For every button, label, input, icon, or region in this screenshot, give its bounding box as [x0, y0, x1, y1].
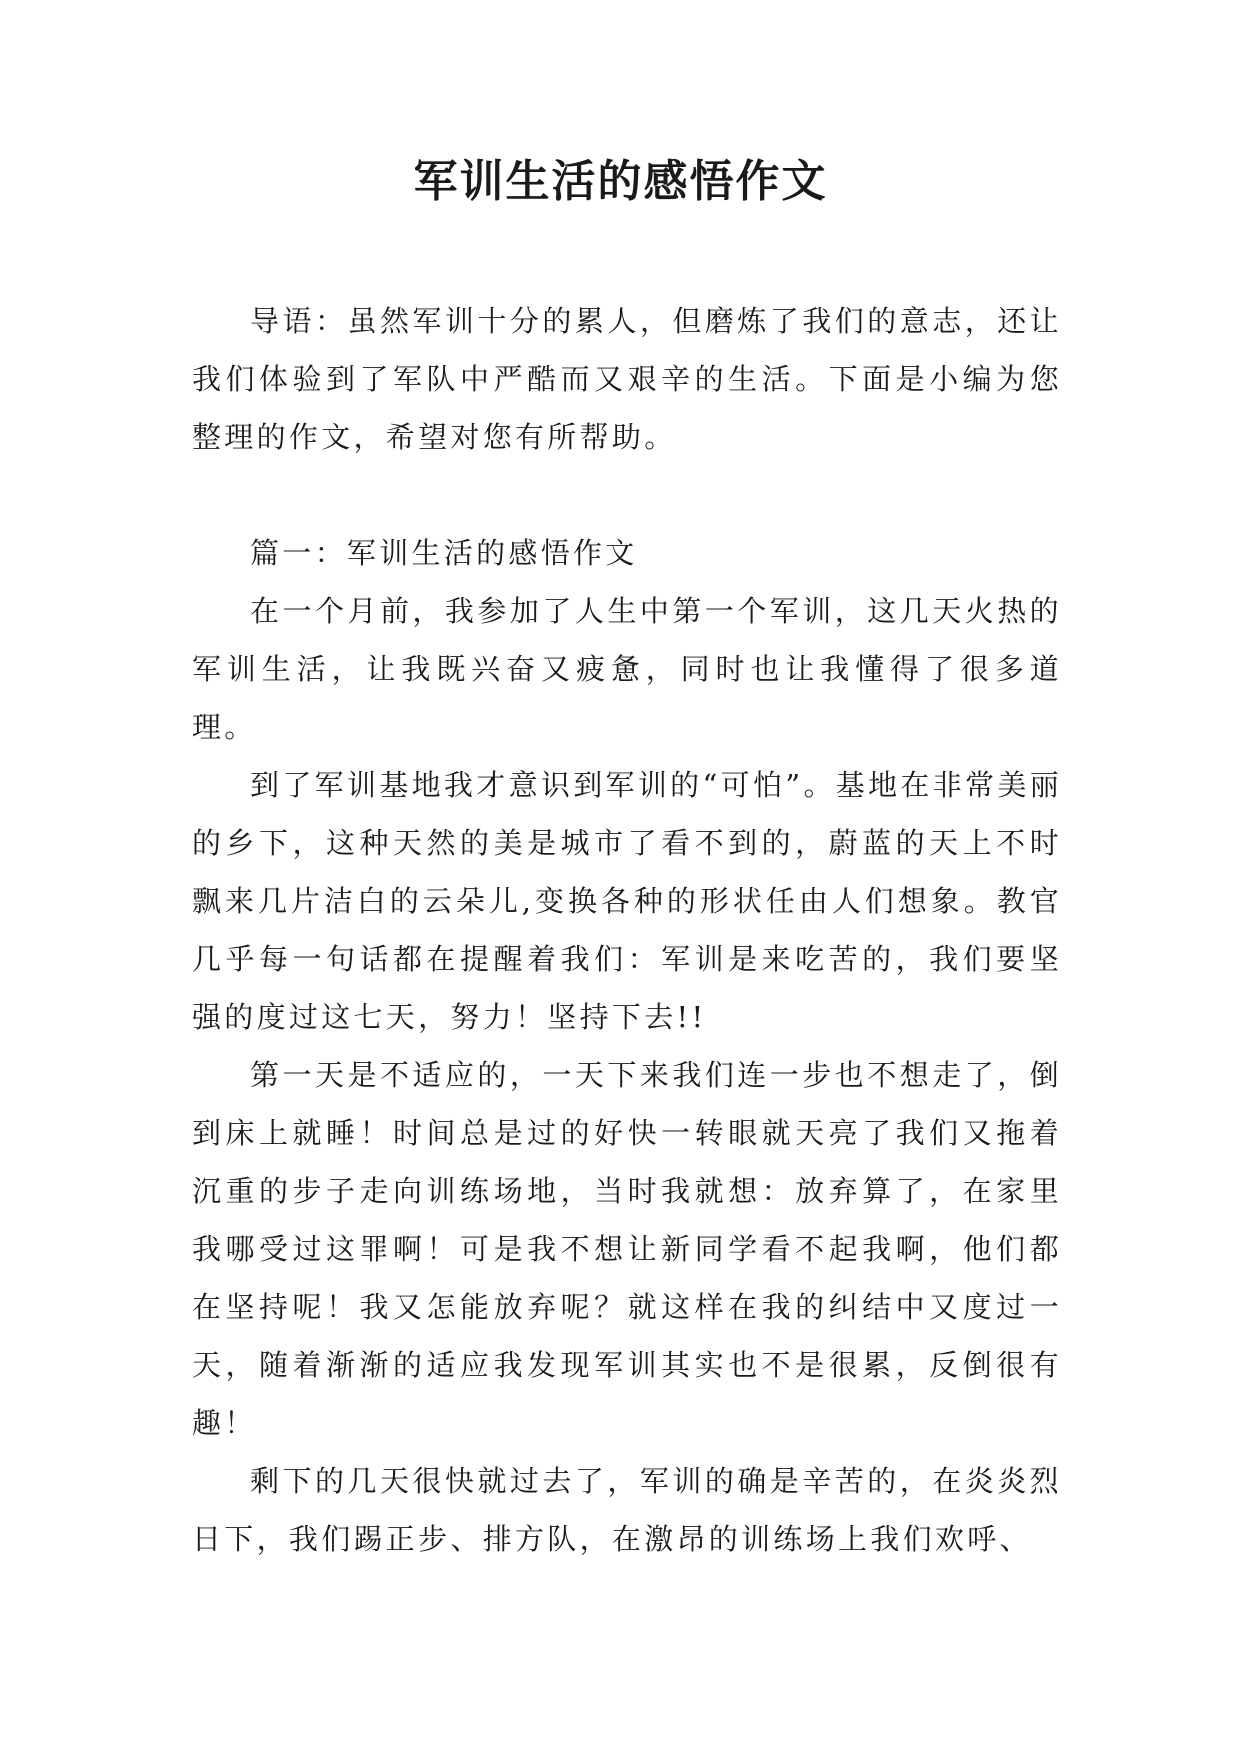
- document-title: 军训生活的感悟作文: [413, 156, 828, 207]
- body-paragraph: 第一天是不适应的，一天下来我们连一步也不想走了，倒到床上就睡！时间总是过的好快一转眼就天亮了我们又拖着沉重的步子走向训练场地，当时我就想：放弃算了，在家里我哪受过这罪啊！可是我不想让新同学看不起我啊，他们都在坚持呢！我又怎能放弃呢？就这样在我的纠结中又度过一天，随着渐渐的适应我发现军训其实也不是很累，反倒很有趣！: [192, 1058, 1062, 1440]
- section-heading: 篇一：军训生活的感悟作文: [250, 536, 638, 570]
- body-paragraph: 到了军训基地我才意识到军训的“可怕”。基地在非常美丽的乡下，这种天然的美是城市了看不到的，蔚蓝的天上不时飘来几片洁白的云朵儿,变换各种的形状任由人们想象。教官几乎每一句话都在提醒着我们：军训是来吃苦的，我们要坚强的度过这七天，努力！坚持下去!!: [192, 768, 1062, 1034]
- body-paragraph: 在一个月前，我参加了人生中第一个军训，这几天火热的军训生活，让我既兴奋又疲惫，同时也让我懂得了很多道理。: [192, 594, 1062, 744]
- body-paragraph: 剩下的几天很快就过去了，军训的确是辛苦的，在炎炎烈日下，我们踢正步、排方队，在激昂的训练场上我们欢呼、: [192, 1464, 1062, 1556]
- intro-paragraph: 导语：虽然军训十分的累人，但磨炼了我们的意志，还让我们体验到了军队中严酷而又艰辛的生活。下面是小编为您整理的作文，希望对您有所帮助。: [192, 304, 1062, 454]
- document-body: [192, 292, 1062, 1568]
